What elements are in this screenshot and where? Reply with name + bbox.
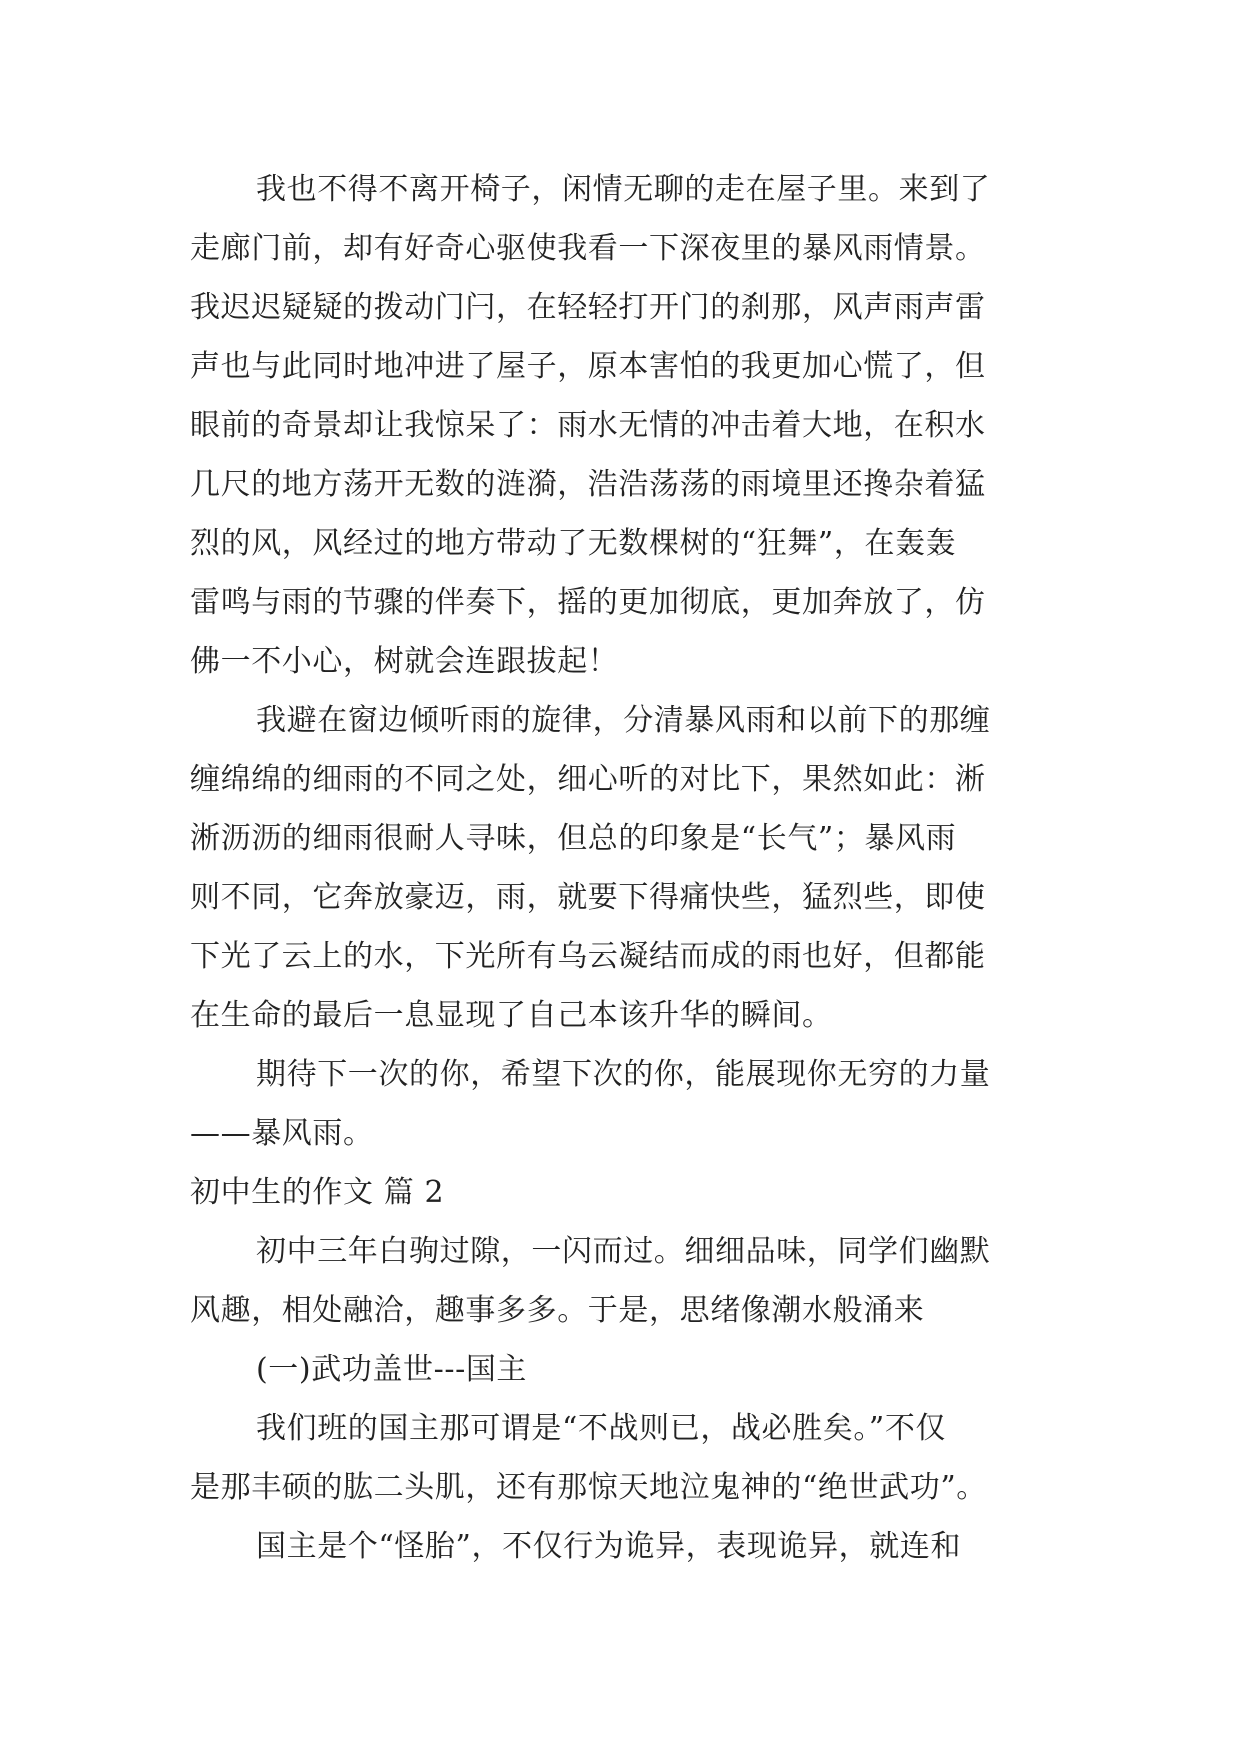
text-line: 缠绵绵的细雨的不同之处，细心听的对比下，果然如此：淅 bbox=[190, 762, 986, 797]
text-line: 风趣，相处融洽，趣事多多。于是，思绪像潮水般涌来 bbox=[190, 1293, 925, 1328]
text-line: 下光了云上的水，下光所有乌云凝结而成的雨也好，但都能 bbox=[190, 939, 986, 974]
text-line: 声也与此同时地冲进了屋子，原本害怕的我更加心慌了，但 bbox=[190, 349, 986, 384]
text-line: 初中三年白驹过隙，一闪而过。细细品味，同学们幽默 bbox=[256, 1234, 991, 1269]
text-line: 淅沥沥的细雨很耐人寻味，但总的印象是“长气”；暴风雨 bbox=[190, 821, 957, 856]
text-line: ——暴风雨。 bbox=[190, 1116, 374, 1151]
text-line: 我也不得不离开椅子，闲情无聊的走在屋子里。来到了 bbox=[256, 172, 991, 207]
text-line: 我们班的国主那可谓是“不战则已，战必胜矣。”不仅 bbox=[256, 1411, 947, 1446]
text-line: 则不同，它奔放豪迈，雨，就要下得痛快些，猛烈些，即使 bbox=[190, 880, 986, 915]
text-line: 眼前的奇景却让我惊呆了：雨水无情的冲击着大地，在积水 bbox=[190, 408, 986, 443]
section-heading: 初中生的作文 篇 2 bbox=[190, 1175, 445, 1210]
text-line: 我避在窗边倾听雨的旋律，分清暴风雨和以前下的那缠 bbox=[256, 703, 991, 738]
text-line: 期待下一次的你，希望下次的你，能展现你无穷的力量 bbox=[256, 1057, 991, 1092]
text-line: 佛一不小心，树就会连跟拔起！ bbox=[190, 644, 619, 679]
document-body bbox=[190, 160, 1070, 1576]
text-line: 几尺的地方荡开无数的涟漪，浩浩荡荡的雨境里还搀杂着猛 bbox=[190, 467, 986, 502]
text-line: 国主是个“怪胎”，不仅行为诡异，表现诡异，就连和 bbox=[256, 1529, 962, 1564]
text-line: 雷鸣与雨的节骤的伴奏下，摇的更加彻底，更加奔放了，仿 bbox=[190, 585, 986, 620]
text-line: 在生命的最后一息显现了自己本该升华的瞬间。 bbox=[190, 998, 833, 1033]
text-line: 走廊门前，却有好奇心驱使我看一下深夜里的暴风雨情景。 bbox=[190, 231, 986, 266]
text-line: 我迟迟疑疑的拨动门闩，在轻轻打开门的刹那，风声雨声雷 bbox=[190, 290, 986, 325]
subsection-heading: (一)武功盖世---国主 bbox=[256, 1352, 528, 1387]
text-line: 烈的风，风经过的地方带动了无数棵树的“狂舞”，在轰轰 bbox=[190, 526, 957, 561]
text-line: 是那丰硕的肱二头肌，还有那惊天地泣鬼神的“绝世武功”。 bbox=[190, 1470, 987, 1505]
